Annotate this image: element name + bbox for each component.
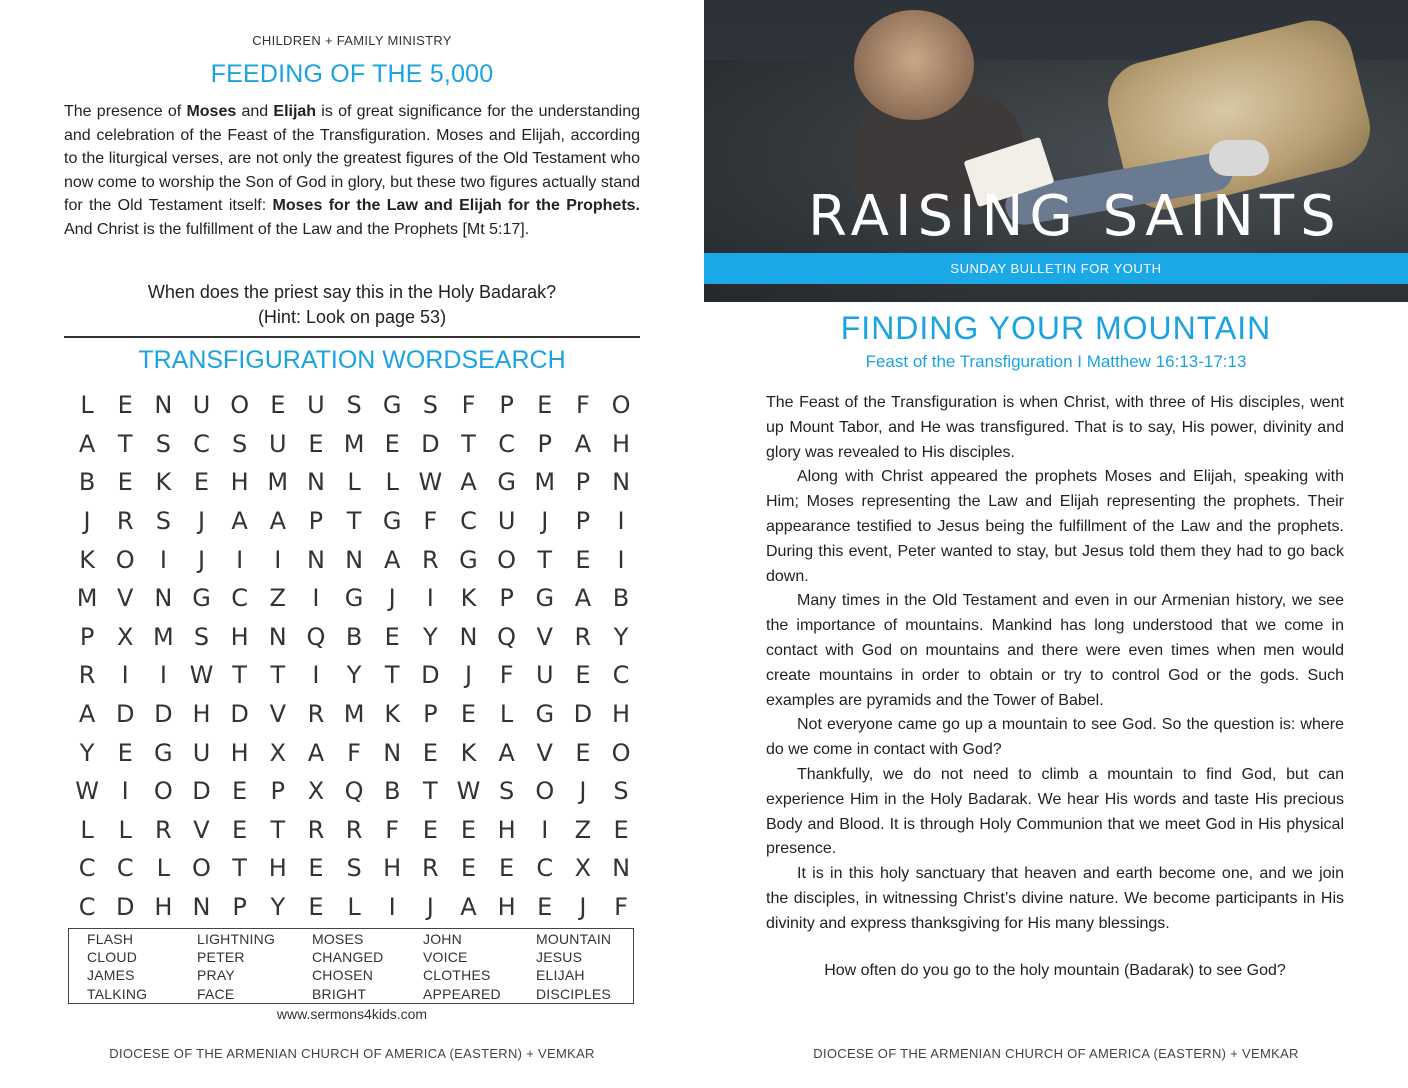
brand-title: RAISING SAINTS [808, 184, 1342, 249]
grid-letter: R [78, 661, 96, 690]
article-paragraph: Many times in the Old Testament and even in our Armenian history, we see the importance of mountains. Mankind has long understood that we come in contact with God on mountains and there were even times when men would create mountains in order to obtain or try to control God or the gods. Such examples are pyramids and the Tower of Babel. [766, 592, 1344, 709]
grid-letter: R [574, 622, 592, 651]
feeding-title: FEEDING OF THE 5,000 [210, 60, 494, 88]
body-text-1: The presence of [64, 103, 187, 120]
child-head-shape [854, 10, 974, 120]
grid-letter: R [116, 507, 134, 536]
grid-letter: B [383, 777, 401, 806]
grid-letter: E [460, 700, 477, 729]
grid-letter: A [460, 468, 477, 497]
word-list-item: VOICE [423, 949, 468, 966]
word-list-column [312, 930, 383, 1003]
grid-letter: F [614, 893, 628, 922]
grid-letter: P [423, 700, 438, 729]
word-list-item: JAMES [87, 967, 135, 984]
grid-letter: R [307, 815, 325, 844]
grid-letter: T [537, 545, 553, 574]
grid-letter: J [541, 507, 549, 536]
grid-letter: F [575, 391, 590, 420]
grid-letter: M [343, 700, 365, 729]
word-list-column [536, 930, 611, 1003]
section-divider [64, 336, 640, 338]
grid-letter: E [537, 893, 553, 922]
grid-letter: H [612, 700, 631, 729]
grid-letter: G [154, 738, 173, 767]
grid-letter: M [343, 429, 365, 458]
grid-letter: P [308, 507, 324, 536]
grid-letter: F [385, 815, 400, 844]
grid-letter: A [307, 738, 325, 767]
grid-letter: H [230, 468, 249, 497]
grid-letter: O [611, 738, 631, 767]
grid-row [68, 502, 640, 541]
grid-letter: K [460, 738, 477, 767]
grid-letter: U [268, 429, 287, 458]
word-list-item: JOHN [423, 931, 462, 947]
grid-letter: I [121, 777, 129, 806]
grid-letter: U [192, 391, 211, 420]
grid-letter: E [460, 854, 477, 883]
grid-letter: H [497, 815, 516, 844]
grid-letter: L [499, 700, 514, 729]
grid-letter: S [422, 391, 438, 420]
grid-letter: X [269, 738, 286, 767]
word-list-item: MOUNTAIN [536, 931, 612, 947]
grid-letter: G [382, 507, 402, 536]
grid-letter: D [115, 893, 135, 922]
grid-letter: E [117, 468, 133, 497]
grid-letter: I [312, 584, 320, 613]
grid-letter: N [192, 893, 211, 922]
grid-letter: H [230, 738, 249, 767]
grid-letter: C [116, 854, 134, 883]
grid-letter: D [421, 429, 440, 458]
grid-letter: P [575, 468, 591, 497]
grid-letter: Y [270, 893, 286, 922]
right-footer: DIOCESE OF THE ARMENIAN CHURCH OF AMERICA (EASTERN) + VEMKAR [813, 1046, 1299, 1061]
grid-letter: I [312, 661, 320, 690]
body-and: and [236, 103, 274, 120]
article-paragraph: Along with Christ appeared the prophets Moses and Elijah, speaking with Him; Moses representing the Law and Elijah representing the prophets. Their appearance testified to Jesus being the fulfillment of the Law and the prophets. During this event, Peter wanted to stay, but Jesus told them they had to go back down. [766, 468, 1344, 585]
grid-letter: R [421, 545, 439, 574]
grid-letter: E [613, 815, 629, 844]
grid-letter: I [236, 545, 244, 574]
grid-letter: J [388, 584, 396, 613]
grid-letter: H [268, 854, 287, 883]
grid-letter: A [498, 738, 515, 767]
grid-letter: F [347, 738, 361, 767]
grid-letter: S [155, 429, 171, 458]
feeding-body [64, 100, 640, 241]
grid-letter: A [269, 507, 286, 536]
left-footer: DIOCESE OF THE ARMENIAN CHURCH OF AMERICA (EASTERN) + VEMKAR [109, 1046, 595, 1061]
grid-letter: T [346, 507, 362, 536]
article-paragraph: Not everyone came go up a mountain to see God. So the question is: where do we come in contact with God? [766, 716, 1344, 759]
grid-letter: L [385, 468, 399, 497]
grid-letter: E [308, 854, 324, 883]
grid-letter: N [154, 391, 173, 420]
grid-letter: T [461, 429, 476, 458]
grid-letter: S [155, 507, 171, 536]
grid-letter: E [575, 661, 591, 690]
article-body [766, 391, 1344, 937]
grid-letter: I [121, 661, 129, 690]
grid-letter: A [78, 429, 96, 458]
grid-letter: N [612, 468, 631, 497]
grid-letter: L [80, 815, 94, 844]
grid-letter: I [159, 545, 167, 574]
word-list-item: FLASH [87, 931, 134, 947]
article-subtitle: Feast of the Transfiguration I Matthew 16:13-17:13 [865, 352, 1247, 371]
grid-letter: P [575, 507, 591, 536]
wordsearch-grid [68, 386, 640, 926]
body-moses: Moses [186, 103, 237, 120]
grid-letter: I [617, 545, 625, 574]
grid-letter: G [344, 584, 364, 613]
grid-letter: H [230, 622, 249, 651]
word-list-item: PETER [197, 949, 245, 966]
grid-letter: N [154, 584, 173, 613]
hero-banner [704, 0, 1408, 302]
article-title: FINDING YOUR MOUNTAIN [840, 310, 1272, 346]
word-list-item: LIGHTNING [197, 931, 276, 947]
badarak-question [64, 280, 640, 330]
grid-letter: A [78, 700, 96, 729]
grid-letter: D [573, 700, 593, 729]
grid-letter: R [307, 700, 325, 729]
grid-letter: C [612, 661, 630, 690]
grid-letter: U [497, 507, 516, 536]
grid-row [68, 733, 640, 772]
grid-letter: R [345, 815, 363, 844]
grid-letter: J [83, 507, 91, 536]
grid-letter: H [383, 854, 402, 883]
grid-letter: N [345, 545, 364, 574]
grid-letter: I [541, 815, 549, 844]
grid-letter: G [497, 468, 516, 497]
grid-letter: M [152, 622, 174, 651]
tagline-text: SUNDAY BULLETIN FOR YOUTH [950, 261, 1162, 276]
grid-letter: Y [79, 738, 95, 767]
grid-letter: O [230, 391, 250, 420]
body-bold-law: Moses for the Law and Elijah for the Prophets. [272, 197, 641, 214]
grid-letter: H [497, 893, 516, 922]
word-list-item: TALKING [87, 985, 148, 1002]
grid-letter: O [497, 545, 517, 574]
closing-question: How often do you go to the holy mountain (Badarak) to see God? [824, 962, 1286, 979]
word-list-column [87, 930, 147, 1003]
article-paragraph: It is in this holy sanctuary that heaven and earth become one, and we join the disciples, in witnessing Christ’s divine nature. We become participants in His divinity and express thanksgiving for His many blessings. [766, 865, 1344, 932]
grid-letter: O [611, 391, 631, 420]
grid-letter: D [230, 700, 249, 729]
grid-letter: C [78, 854, 96, 883]
grid-row [68, 618, 640, 657]
grid-letter: C [78, 893, 96, 922]
grid-letter: M [76, 584, 98, 613]
grid-letter: S [499, 777, 515, 806]
grid-letter: E [384, 429, 400, 458]
grid-letter: U [307, 391, 325, 420]
ministry-label: CHILDREN + FAMILY MINISTRY [252, 33, 452, 48]
grid-row [68, 695, 640, 734]
grid-letter: E [232, 815, 248, 844]
grid-letter: W [456, 777, 481, 806]
grid-row [68, 540, 640, 579]
grid-letter: N [612, 854, 631, 883]
grid-letter: X [307, 777, 325, 806]
grid-letter: K [155, 468, 172, 497]
grid-letter: Y [346, 661, 362, 690]
grid-letter: A [460, 893, 477, 922]
grid-letter: J [579, 893, 587, 922]
word-list-item: BRIGHT [312, 985, 367, 1002]
grid-letter: J [197, 507, 206, 536]
grid-letter: E [575, 545, 591, 574]
grid-letter: Y [423, 622, 438, 651]
grid-row [68, 463, 640, 502]
grid-letter: V [269, 700, 286, 729]
grid-row [68, 811, 640, 850]
grid-row [68, 849, 640, 888]
grid-letter: E [193, 468, 210, 497]
grid-letter: F [499, 661, 514, 690]
grid-letter: J [579, 777, 587, 806]
body-elijah: Elijah [273, 103, 317, 120]
grid-letter: G [382, 391, 402, 420]
grid-letter: C [193, 429, 210, 458]
grid-letter: E [232, 777, 248, 806]
grid-letter: D [421, 661, 440, 690]
grid-letter: T [270, 661, 286, 690]
word-list-item: CHOSEN [312, 967, 374, 984]
grid-letter: I [426, 584, 434, 613]
grid-letter: P [270, 777, 286, 806]
grid-letter: S [346, 391, 362, 420]
grid-letter: E [460, 815, 477, 844]
word-list-item: CLOUD [87, 949, 138, 966]
grid-letter: G [535, 700, 555, 729]
word-list-item: ELIJAH [536, 967, 585, 984]
grid-letter: H [192, 700, 211, 729]
grid-letter: A [383, 545, 401, 574]
grid-letter: F [423, 507, 438, 536]
grid-letter: P [79, 622, 95, 651]
grid-letter: G [459, 545, 478, 574]
grid-letter: F [461, 391, 476, 420]
grid-letter: P [537, 429, 552, 458]
grid-letter: T [232, 854, 247, 883]
word-list-item: JESUS [536, 949, 583, 966]
grid-letter: E [117, 391, 133, 420]
word-list-item: APPEARED [423, 985, 501, 1002]
grid-letter: W [75, 777, 99, 806]
grid-letter: T [232, 661, 247, 690]
grid-letter: S [232, 429, 248, 458]
grid-letter: I [274, 545, 282, 574]
grid-letter: K [79, 545, 95, 574]
grid-letter: I [159, 661, 167, 690]
grid-letter: E [270, 391, 286, 420]
word-list-column [197, 930, 275, 1003]
grid-letter: Z [574, 815, 592, 844]
grid-letter: T [270, 815, 286, 844]
grid-letter: V [117, 584, 134, 613]
grid-letter: A [574, 429, 592, 458]
grid-letter: M [267, 468, 289, 497]
grid-row [68, 386, 640, 425]
grid-letter: N [306, 468, 325, 497]
grid-letter: L [347, 893, 361, 922]
grid-row [68, 888, 640, 927]
grid-letter: C [498, 429, 515, 458]
grid-letter: U [535, 661, 554, 690]
grid-letter: L [156, 854, 171, 883]
grid-letter: E [117, 738, 133, 767]
grid-letter: E [308, 893, 324, 922]
grid-letter: W [418, 468, 443, 497]
grid-letter: B [78, 468, 96, 497]
grid-letter: X [116, 622, 134, 651]
grid-letter: K [384, 700, 401, 729]
grid-letter: T [117, 429, 133, 458]
grid-letter: L [347, 468, 361, 497]
grid-letter: G [535, 584, 555, 613]
body-text-3: And Christ is the fulfillment of the Law and the Prophets [Mt 5:17]. [64, 220, 530, 238]
grid-letter: X [574, 854, 592, 883]
grid-letter: E [422, 815, 438, 844]
article-paragraph: Thankfully, we do not need to climb a mountain to find God, but can experience Him in the Holy Badarak. We hear His words and taste His precious Body and Blood. It is through Holy Communion that we meet God in His physical presence. [766, 765, 1344, 858]
grid-letter: E [422, 738, 438, 767]
grid-letter: I [388, 893, 396, 922]
grid-letter: S [346, 854, 362, 883]
grid-letter: C [536, 854, 554, 883]
grid-letter: D [154, 700, 173, 729]
grid-letter: J [197, 545, 206, 574]
grid-letter: A [574, 584, 592, 613]
grid-letter: E [384, 622, 400, 651]
grid-row [68, 425, 640, 464]
grid-row [68, 656, 640, 695]
grid-letter: E [308, 429, 324, 458]
grid-letter: T [423, 777, 438, 806]
grid-letter: N [383, 738, 402, 767]
grid-letter: U [192, 738, 211, 767]
grid-letter: Y [613, 622, 629, 651]
word-list-column [423, 930, 501, 1003]
grid-letter: O [153, 777, 173, 806]
grid-letter: M [534, 468, 556, 497]
grid-letter: S [193, 622, 210, 651]
grid-letter: C [460, 507, 477, 536]
grid-letter: P [232, 893, 247, 922]
grid-letter: C [231, 584, 249, 613]
grid-letter: L [118, 815, 132, 844]
grid-row [68, 579, 640, 618]
tagline-bar [704, 253, 1408, 284]
word-list-item: MOSES [312, 931, 364, 947]
grid-letter: O [192, 854, 211, 883]
grid-letter: D [115, 700, 135, 729]
grid-letter: P [499, 584, 514, 613]
grid-letter: L [80, 391, 94, 420]
word-list-item: PRAY [197, 967, 235, 984]
grid-letter: B [612, 584, 630, 613]
grid-letter: O [535, 777, 555, 806]
grid-letter: B [345, 622, 363, 651]
grid-letter: J [464, 661, 473, 690]
grid-letter: V [536, 738, 553, 767]
right-page [704, 0, 1408, 1088]
grid-letter: Q [497, 622, 517, 651]
word-list-item: CLOTHES [423, 967, 491, 984]
word-list-item: CHANGED [312, 949, 384, 966]
source-url: www.sermons4kids.com [276, 1006, 428, 1022]
grid-letter: N [306, 545, 325, 574]
body-text-2: is of great significance for the understanding and celebration of the Feast of the Transfiguration. Moses and Elijah, according to the liturgical verses, are not only the greatest figures of the Old Testament who now come to worship the Son of God in glory, but these two figures actually stand for the Old Testament itself: [64, 103, 641, 214]
grid-letter: K [460, 584, 477, 613]
grid-letter: I [617, 507, 625, 536]
question-line-1: When does the priest say this in the Holy Badarak? [147, 282, 557, 302]
grid-letter: Q [306, 622, 326, 651]
grid-letter: R [155, 815, 172, 844]
grid-letter: E [575, 738, 591, 767]
grid-letter: G [192, 584, 211, 613]
grid-letter: R [421, 854, 439, 883]
grid-letter: N [268, 622, 287, 651]
grid-letter: J [426, 893, 434, 922]
word-list-item: DISCIPLES [536, 985, 611, 1002]
wordsearch-title: TRANSFIGURATION WORDSEARCH [138, 346, 566, 374]
grid-letter: W [189, 661, 214, 690]
grid-letter: S [613, 777, 629, 806]
word-list-box [68, 928, 634, 1004]
article-paragraph: The Feast of the Transfiguration is when Christ, with three of His disciples, went up Mount Tabor, and He was transfigured. That is to say, His power, divinity and glory was revealed to His disciples. [766, 394, 1344, 461]
grid-letter: T [384, 661, 400, 690]
grid-letter: P [499, 391, 514, 420]
grid-letter: Z [269, 584, 286, 613]
grid-letter: A [231, 507, 248, 536]
question-hint: (Hint: Look on page 53) [257, 307, 447, 327]
grid-letter: H [612, 429, 631, 458]
grid-letter: V [193, 815, 210, 844]
grid-letter: D [192, 777, 211, 806]
grid-letter: E [537, 391, 553, 420]
grid-letter: O [115, 545, 135, 574]
shoe-shape [1209, 140, 1269, 176]
grid-letter: E [499, 854, 515, 883]
grid-letter: V [536, 622, 553, 651]
grid-row [68, 772, 640, 811]
grid-letter: Q [344, 777, 364, 806]
word-list-item: FACE [197, 985, 235, 1002]
grid-letter: N [459, 622, 478, 651]
grid-letter: H [154, 893, 173, 922]
